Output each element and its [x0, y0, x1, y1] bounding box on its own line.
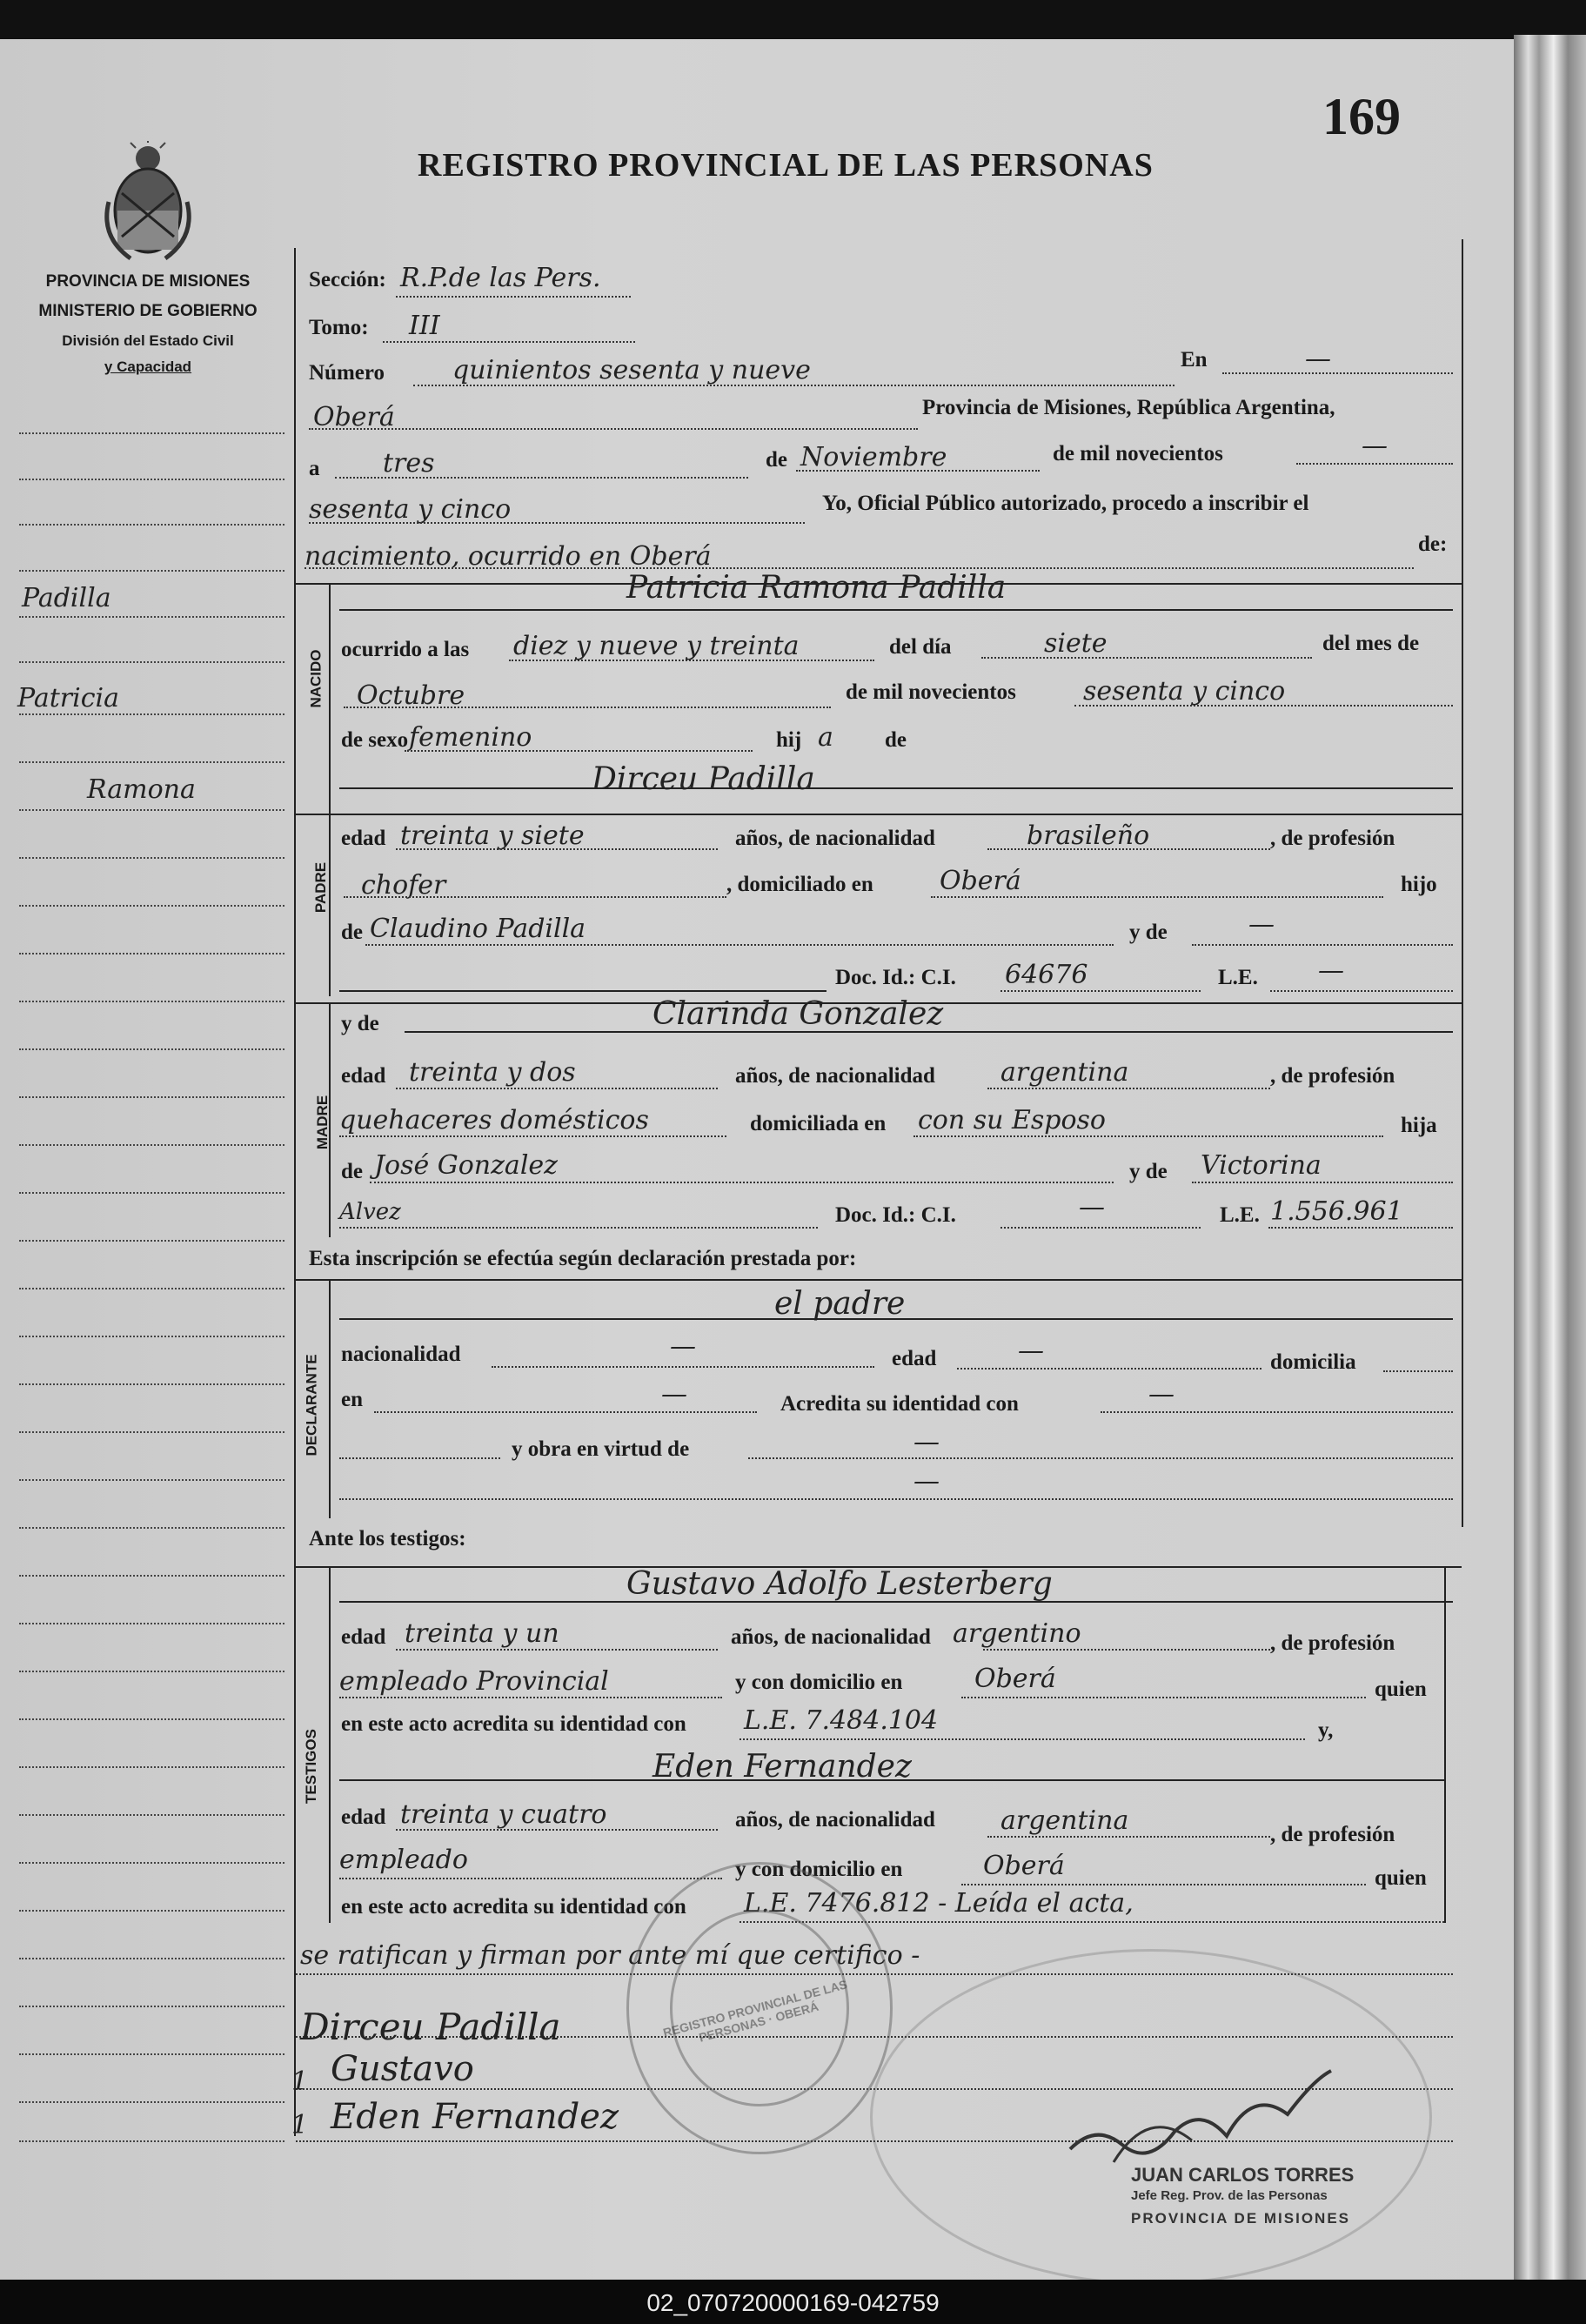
- org-line-3: División del Estado Civil: [62, 332, 234, 349]
- declarante-nac-value: —: [670, 1331, 696, 1362]
- day-value: tres: [383, 448, 435, 479]
- madre-le-label: L.E.: [1220, 1203, 1260, 1227]
- padre-doc-value: 64676: [1005, 960, 1088, 990]
- en-value: —: [1305, 344, 1331, 374]
- padre-prof-label: , de profesión: [1270, 827, 1395, 850]
- madre-y-de-label: y de: [341, 1012, 379, 1035]
- a-label: a: [309, 457, 320, 480]
- testigo1-edad-value: treinta y un: [405, 1618, 559, 1649]
- testigo1-acredita-value: L.E. 7.484.104: [744, 1705, 939, 1736]
- declarante-dom-label: domicilia: [1270, 1350, 1356, 1374]
- ocurrido-label: ocurrido a las: [341, 638, 470, 661]
- book-binding: [1514, 35, 1586, 2288]
- madre-doc-label: Doc. Id.: C.I.: [835, 1203, 956, 1227]
- padre-name: Dirceu Padilla: [592, 761, 815, 797]
- hij-label: hij: [776, 728, 802, 752]
- official-stamp-province: PROVINCIA DE MISIONES: [1131, 2210, 1351, 2227]
- madre-le-value: 1.556.961: [1270, 1196, 1403, 1227]
- testigo1-dom-label: y con domicilio en: [735, 1671, 903, 1694]
- nacido-name: Patricia Ramona Padilla: [626, 570, 1007, 606]
- image-identifier: 02_070720000169-042759: [646, 2289, 940, 2316]
- declarante-section-label: DECLARANTE: [303, 1354, 320, 1457]
- madre-dom-value: con su Esposo: [918, 1105, 1106, 1135]
- margin-middle-name: Ramona: [87, 774, 196, 805]
- coat-of-arms-icon: [100, 141, 196, 267]
- org-line-2: MINISTERIO DE GOBIERNO: [38, 302, 258, 320]
- testigo1-nac-label: años, de nacionalidad: [731, 1625, 931, 1649]
- testigos-section-label: TESTIGOS: [302, 1729, 319, 1804]
- testigo2-edad-value: treinta y cuatro: [400, 1799, 607, 1830]
- madre-nac-value: argentina: [1000, 1057, 1129, 1088]
- faint-seal-outline: [870, 1949, 1432, 2285]
- province-text: Provincia de Misiones, República Argentina,: [922, 396, 1335, 419]
- testigo1-prof-label: , de profesión: [1270, 1631, 1395, 1655]
- oficial-text: Yo, Oficial Público autorizado, procedo a inscribir el: [822, 492, 1309, 515]
- madre-parent1-value: José Gonzalez: [374, 1150, 558, 1181]
- de-label: de: [766, 448, 787, 472]
- padre-parent1-value: Claudino Padilla: [370, 914, 586, 944]
- nacido-section-label: NACIDO: [307, 649, 325, 708]
- year-value: sesenta y cinco: [309, 494, 512, 525]
- madre-section-label: MADRE: [314, 1095, 331, 1150]
- de-end-label: de:: [1418, 532, 1448, 556]
- testigo1-acredita-label: en este acto acredita su identidad con: [341, 1712, 686, 1736]
- margin-surname: Padilla: [22, 583, 111, 613]
- madre-doc-value: —: [1079, 1192, 1105, 1222]
- seccion-label: Sección:: [309, 268, 386, 291]
- testigo1-edad-label: edad: [341, 1625, 386, 1649]
- testigo2-acredita-value: L.E. 7476.812 - Leída el acta,: [744, 1888, 1134, 1919]
- seccion-value: R.P.de las Pers.: [400, 263, 601, 293]
- mil-value: —: [1362, 431, 1388, 461]
- madre-prof-value: quehaceres domésticos: [339, 1105, 649, 1135]
- declarante-obra-label: y obra en virtud de: [512, 1437, 690, 1461]
- nacido-de-label: de: [885, 728, 907, 752]
- main-frame-right-border: [1462, 239, 1463, 1527]
- madre-hija-label: hija: [1401, 1114, 1437, 1137]
- folio-number: 169: [1322, 88, 1401, 145]
- testigo1-prof-value: empleado Provincial: [339, 1666, 609, 1697]
- anio-value: sesenta y cinco: [1083, 676, 1286, 707]
- official-stamp-name: JUAN CARLOS TORRES: [1131, 2164, 1355, 2186]
- signature-witness1-prefix: 1: [291, 2066, 309, 2097]
- padre-edad-value: treinta y siete: [400, 820, 585, 851]
- padre-prof-value: chofer: [361, 870, 446, 901]
- padre-nac-label: años, de nacionalidad: [735, 827, 935, 850]
- testigos-intro: Ante los testigos:: [309, 1527, 466, 1550]
- org-line-1: PROVINCIA DE MISIONES: [45, 272, 251, 291]
- testigo1-y-label: y,: [1318, 1718, 1334, 1742]
- act-value: nacimiento, ocurrido en Oberá: [304, 541, 712, 572]
- declarante-acredita-value: —: [1148, 1379, 1174, 1410]
- declarante-nac-label: nacionalidad: [341, 1343, 461, 1366]
- padre-section-label: PADRE: [312, 861, 330, 914]
- main-frame-left-border: [294, 248, 296, 2136]
- sexo-label: de sexo: [341, 728, 409, 752]
- testigo1-name: Gustavo Adolfo Lesterberg: [626, 1566, 1053, 1602]
- signature-witness2-prefix: 1: [291, 2110, 309, 2140]
- signature-father: Dirceu Padilla: [300, 2006, 561, 2048]
- madre-nac-label: años, de nacionalidad: [735, 1064, 935, 1088]
- padre-de-label: de: [341, 921, 363, 944]
- numero-value: quinientos sesenta y nueve: [452, 355, 811, 385]
- testigo1-nac-value: argentino: [953, 1618, 1081, 1649]
- signature-witness2: Eden Fernandez: [331, 2097, 619, 2137]
- padre-dom-label: , domiciliado en: [726, 873, 873, 896]
- month-value: Noviembre: [800, 442, 947, 472]
- testigo2-nac-value: argentina: [1000, 1805, 1129, 1836]
- madre-edad-value: treinta y dos: [409, 1057, 576, 1088]
- testigo2-dom-label: y con domicilio en: [735, 1858, 903, 1881]
- closing-statement: se ratifican y firman por ante mí que certifico -: [300, 1940, 920, 1971]
- en-label: En: [1181, 348, 1208, 372]
- declarante-edad-value: —: [1018, 1336, 1044, 1366]
- padre-nac-value: brasileño: [1027, 820, 1150, 851]
- del-dia-label: del día: [889, 635, 952, 659]
- padre-parent2-value: —: [1248, 909, 1275, 940]
- declarante-extra-value: —: [913, 1466, 940, 1497]
- testigo2-edad-label: edad: [341, 1805, 386, 1829]
- padre-le-label: L.E.: [1218, 966, 1258, 989]
- declarante-acredita-label: Acredita su identidad con: [780, 1392, 1019, 1416]
- madre-parent2-cont: Alvez: [339, 1199, 401, 1225]
- numero-label: Número: [309, 361, 385, 385]
- padre-le-value: —: [1318, 955, 1344, 986]
- madre-parent2-value: Victorina: [1201, 1150, 1322, 1181]
- padre-hijo-label: hijo: [1401, 873, 1437, 896]
- padre-dom-value: Oberá: [940, 866, 1021, 896]
- testigo2-acredita-label: en este acto acredita su identidad con: [341, 1895, 686, 1919]
- document-title: REGISTRO PROVINCIAL DE LAS PERSONAS: [418, 147, 1154, 184]
- testigo1-quien-label: quien: [1375, 1678, 1427, 1701]
- mes-value: Octubre: [357, 680, 465, 711]
- tomo-label: Tomo:: [309, 316, 369, 339]
- padre-y-de-label: y de: [1129, 921, 1168, 944]
- city-value: Oberá: [313, 402, 395, 432]
- tomo-value: III: [409, 311, 440, 341]
- madre-edad-label: edad: [341, 1064, 386, 1088]
- signature-witness1: Gustavo: [331, 2049, 474, 2089]
- madre-prof-label: , de profesión: [1270, 1064, 1395, 1088]
- sexo-value: femenino: [409, 722, 532, 753]
- declarante-edad-label: edad: [892, 1347, 937, 1370]
- declarante-obra-value: —: [913, 1427, 940, 1457]
- testigo2-quien-label: quien: [1375, 1866, 1427, 1890]
- testigo1-dom-value: Oberá: [974, 1664, 1056, 1694]
- official-stamp-role: Jefe Reg. Prov. de las Personas: [1131, 2188, 1328, 2203]
- declarante-en-value: —: [661, 1379, 687, 1410]
- org-line-4: y Capacidad: [104, 358, 192, 375]
- madre-de-label: de: [341, 1160, 363, 1183]
- testigo2-name: Eden Fernandez: [652, 1749, 912, 1785]
- margin-first-name: Patricia: [17, 683, 119, 713]
- declarante-intro: Esta inscripción se efectúa según declaración prestada por:: [309, 1247, 857, 1270]
- declarante-en-label: en: [341, 1388, 363, 1411]
- mil-label: de mil novecientos: [1053, 442, 1223, 465]
- testigo2-prof-label: , de profesión: [1270, 1823, 1395, 1846]
- seal-text: REGISTRO PROVINCIAL DE LAS PERSONAS · OBERÁ: [661, 1977, 849, 2045]
- testigo2-dom-value: Oberá: [983, 1851, 1065, 1881]
- testigo2-prof-value: empleado: [339, 1845, 468, 1875]
- dia-value: siete: [1044, 628, 1108, 659]
- declarante-name: el padre: [774, 1286, 906, 1322]
- testigo2-nac-label: años, de nacionalidad: [735, 1808, 935, 1832]
- madre-dom-label: domiciliada en: [750, 1112, 887, 1135]
- padre-edad-label: edad: [341, 827, 386, 850]
- del-mes-label: del mes de: [1322, 632, 1420, 655]
- padre-doc-label: Doc. Id.: C.I.: [835, 966, 956, 989]
- madre-y-de2-label: y de: [1129, 1160, 1168, 1183]
- nacido-mil-label: de mil novecientos: [846, 680, 1016, 704]
- madre-name: Clarinda Gonzalez: [652, 996, 944, 1032]
- hij-value: a: [818, 722, 833, 753]
- hora-value: diez y nueve y treinta: [513, 631, 800, 661]
